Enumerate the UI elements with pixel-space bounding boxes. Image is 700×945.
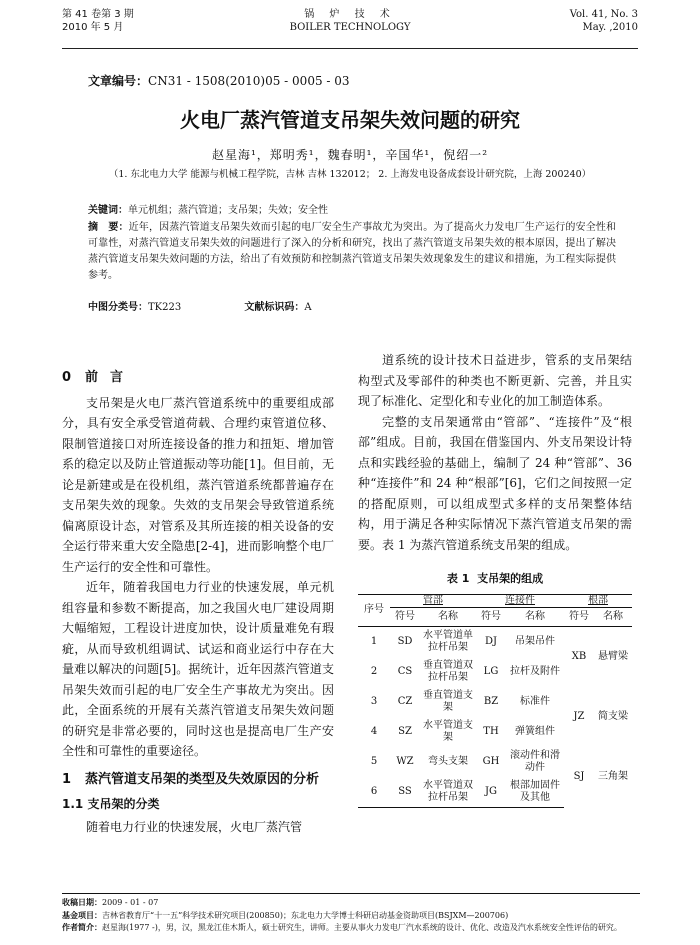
table-row: 2 CS 垂直管道双拉杆吊架 LG 拉杆及附件: [370, 659, 560, 683]
funding-info: 基金项目：吉林省教育厅“十一五”科学技术研究项目(200850)；东北电力大学博士科研启动基金资助项目(BSJXM—200706): [62, 910, 509, 920]
received-date: 收稿日期：2009 - 01 - 07: [62, 898, 159, 907]
journal-volume-info: 第 41 卷第 3 期 2010 年 5 月: [62, 9, 134, 33]
article-number: 文章编号：CN31 - 1508(2010)05 - 0005 - 03: [88, 74, 350, 88]
header-code: 符号: [564, 608, 594, 627]
classification-codes: 中图分类号：TK223 文献标识码：A: [88, 302, 312, 313]
author-list: 赵星海¹，郑明秀¹，魏春明¹，辛国华¹，倪绍一²: [211, 148, 489, 162]
paragraph: 完整的支吊架通常由“管部”、“连接件”及“根部”组成。目前，我国在借鉴国内、外支吊架设计特点和实践经验的基础上，编制了 24 种“管部”、36 种“连接件”和 24 种“根部”[6]，它们之间按照一定的搭配原则，可以组成型式多样的支吊架整体结构，用于满足各种实际情况下蒸汽管道支吊架的需要。表 1 为蒸汽管道系统支吊架的组成。: [358, 414, 632, 552]
header-code: 符号: [390, 608, 420, 627]
footnote: [62, 893, 640, 935]
header-code: 符号: [476, 608, 506, 627]
paragraph: 道系统的设计技术日益进步，管系的支吊架结构型式及零部件的种类也不断更新、完善，并且实现了标准化、定型化和专业化的加工制造体系。: [358, 353, 632, 408]
table-row: 6 SS 水平管道双拉杆吊架 JG 根部加固件及其他: [358, 777, 632, 808]
paragraph: 随着电力行业的快速发展，火电厂蒸汽管: [86, 819, 303, 834]
affiliations: （1. 东北电力大学 能源与机械工程学院，吉林 吉林 132012； 2. 上海发电设备成套设计研究院，上海 200240）: [108, 169, 592, 180]
header-root: 根部: [564, 594, 632, 608]
table-caption: 表 1 支吊架的组成: [446, 572, 544, 585]
left-column: [62, 360, 334, 837]
author-bio: 作者简介：赵星海(1977 -)，男，汉，黑龙江佳木斯人，硕士研究生，讲师。主要从事火力发电厂汽水系统的设计、优化、改造及汽水系统安全性评估的研究。: [62, 923, 622, 932]
right-column: [358, 350, 632, 808]
section-1-1-heading: 1.1 支吊架的分类: [62, 797, 160, 811]
header-name: 名称: [594, 608, 632, 627]
header-connector: 连接件: [476, 594, 564, 608]
keywords: 关键词：单元机组；蒸汽管道；支吊架；失效；安全性: [88, 205, 328, 216]
paragraph: 支吊架是火电厂蒸汽管道系统中的重要组成部分，具有安全承受管道荷载、合理约束管道位移、限制管道接口对所连接设备的推力和扭矩、增加管系的稳定以及防止管道振动等功能[1]。但目前，无论是新建或是在役机组，蒸汽管道系统都普遍存在支吊架失效的现象。失效的支吊架会导致管道系统偏离原设计态，对管系及其所连接的相关设备的安全运行带来重大安全隐患[2-4]，进而影响整个电厂生产运行的安全性和可靠性。: [62, 395, 334, 574]
paper-title: 火电厂蒸汽管道支吊架失效问题的研究: [180, 108, 520, 132]
header-name: 名称: [420, 608, 476, 627]
journal-issue-info: Vol. 41, No. 3 May. ,2010: [569, 9, 638, 33]
table-row: 1 SD 水平管道单拉杆吊架 DJ 吊架吊件 XB 悬臂梁: [370, 629, 628, 662]
header-name: 名称: [506, 608, 564, 627]
header-seq: 序号: [358, 594, 390, 627]
abstract: 摘 要：近年，因蒸汽管道支吊架失效而引起的电厂安全生产事故尤为突出。为了提高火力发电厂生产运行的安全性和可靠性，对蒸汽管道支吊架失效的问题进行了深入的分析和研究，找出了蒸汽管道支吊架失效的根本原因，提出了解决蒸汽管道支吊架失效问题的方法，给出了有效预防和控制蒸汽管道支吊架失效现象发生的建议和措施，为工程实际提供参考。: [88, 222, 617, 281]
section-0-heading: 0 前言: [62, 370, 136, 385]
journal-name: 锅 炉 技 术 BOILER TECHNOLOGY: [289, 9, 411, 33]
header-pipe: 管部: [390, 594, 476, 608]
table-row: 3 CZ 垂直管道支架 BZ 标准件 JZ 简支梁: [370, 689, 628, 722]
paragraph: 近年，随着我国电力行业的快速发展，单元机组容量和参数不断提高，加之我国火电厂建设周期大幅缩短，工程设计进度加快，设计质量难免有瑕疵，从而导致机组调试、试运和商业运行中存在大量难以解决的问题[5]。据统计，近年因蒸汽管道支吊架失效而引起的电厂安全生产事故尤为突出。因此，全面系统的开展有关蒸汽管道支吊架失效问题的研究是非常必要的，同时这也是提高电厂生产安全性和可靠性的重要途径。: [62, 580, 334, 758]
table-row: 5 WZ 弯头支架 GH 滚动件和滑动件 SJ 三角架: [370, 749, 628, 782]
running-header: [62, 8, 638, 49]
table-row: 4 SZ 水平管道支架 TH 弹簧组件: [370, 719, 555, 743]
support-hanger-table: [358, 594, 632, 809]
section-1-heading: 1 蒸汽管道支吊架的类型及失效原因的分析: [62, 771, 320, 787]
